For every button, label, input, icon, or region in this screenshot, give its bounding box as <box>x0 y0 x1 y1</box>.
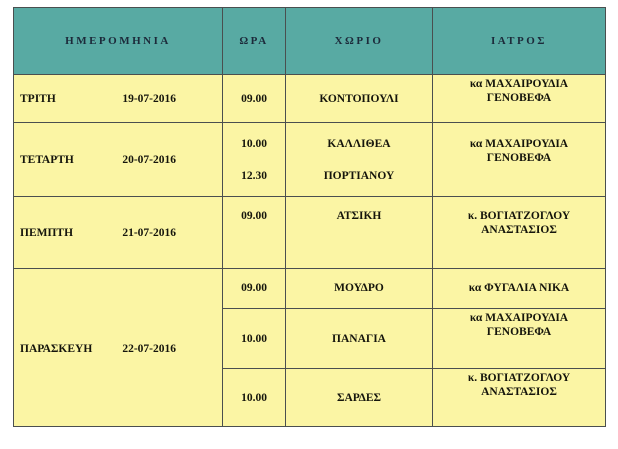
day-name: ΠΑΡΑΣΚΕΥΗ <box>20 342 93 355</box>
doctor-line: κα ΜΑΧΑΙΡΟΥΔΙΑ <box>469 138 569 150</box>
doctor-cell <box>433 269 606 309</box>
day-name: ΠΕΜΠΤΗ <box>20 226 74 239</box>
date-cell <box>14 269 223 427</box>
doctor-cell <box>433 123 606 197</box>
doctor-cell <box>433 197 606 269</box>
header-time: ΩΡΑ <box>223 8 286 75</box>
time-value: 12.30 <box>241 169 267 182</box>
header-row <box>14 8 606 75</box>
doctor-line: κα ΜΑΧΑΙΡΟΥΔΙΑ <box>469 312 569 324</box>
table-row <box>14 197 606 269</box>
date-cell <box>14 197 223 269</box>
time-value: 10.00 <box>241 137 267 150</box>
time-cell: 09.00 <box>223 269 286 309</box>
time-cell: 09.00 <box>223 75 286 123</box>
doctor-line: ΑΝΑΣΤΑΣΙΟΣ <box>481 386 557 398</box>
doctor-line: κ. ΒΟΓΙΑΤΖΟΓΛΟΥ <box>467 372 571 384</box>
header-village: ΧΩΡΙΟ <box>286 8 433 75</box>
doctor-line: κ. ΒΟΓΙΑΤΖΟΓΛΟΥ <box>467 210 571 222</box>
table-row <box>14 75 606 123</box>
date-cell <box>14 75 223 123</box>
village-cell: ΣΑΡΔΕΣ <box>286 369 433 427</box>
doctor-cell <box>433 309 606 369</box>
date-value: 19-07-2016 <box>122 92 176 105</box>
doctor-line: ΓΕΝΟΒΕΦΑ <box>486 152 552 164</box>
table-row <box>14 269 606 309</box>
table-row <box>14 123 606 197</box>
village-cell: ΑΤΣΙΚΗ <box>286 197 433 269</box>
schedule-table <box>13 7 606 427</box>
time-cell: 10.00 <box>223 369 286 427</box>
village-cell: ΚΟΝΤΟΠΟΥΛΙ <box>286 75 433 123</box>
time-cell: 10.00 <box>223 309 286 369</box>
time-cell: 09.00 <box>223 197 286 269</box>
doctor-line: κα ΜΑΧΑΙΡΟΥΔΙΑ <box>469 78 569 90</box>
village-value: ΠΟΡΤΙΑΝΟΥ <box>323 169 395 182</box>
date-cell <box>14 123 223 197</box>
time-cell <box>223 123 286 197</box>
header-date: ΗΜΕΡΟΜΗΝΙΑ <box>14 8 223 75</box>
doctor-cell <box>433 369 606 427</box>
village-cell <box>286 123 433 197</box>
village-cell: ΠΑΝΑΓΙΑ <box>286 309 433 369</box>
header-doctor: ΙΑΤΡΟΣ <box>433 8 606 75</box>
date-value: 22-07-2016 <box>122 342 176 355</box>
doctor-line: κα ΦΥΓΑΛΙΑ ΝΙΚΑ <box>468 282 570 294</box>
date-value: 21-07-2016 <box>122 226 176 239</box>
date-value: 20-07-2016 <box>122 153 176 166</box>
doctor-cell <box>433 75 606 123</box>
day-name: ΤΡΙΤΗ <box>20 92 56 105</box>
doctor-line: ΓΕΝΟΒΕΦΑ <box>486 92 552 104</box>
village-cell: ΜΟΥΔΡΟ <box>286 269 433 309</box>
village-value: ΚΑΛΛΙΘΕΑ <box>327 137 391 150</box>
day-name: ΤΕΤΑΡΤΗ <box>20 153 74 166</box>
doctor-line: ΑΝΑΣΤΑΣΙΟΣ <box>481 224 557 236</box>
doctor-line: ΓΕΝΟΒΕΦΑ <box>486 326 552 338</box>
